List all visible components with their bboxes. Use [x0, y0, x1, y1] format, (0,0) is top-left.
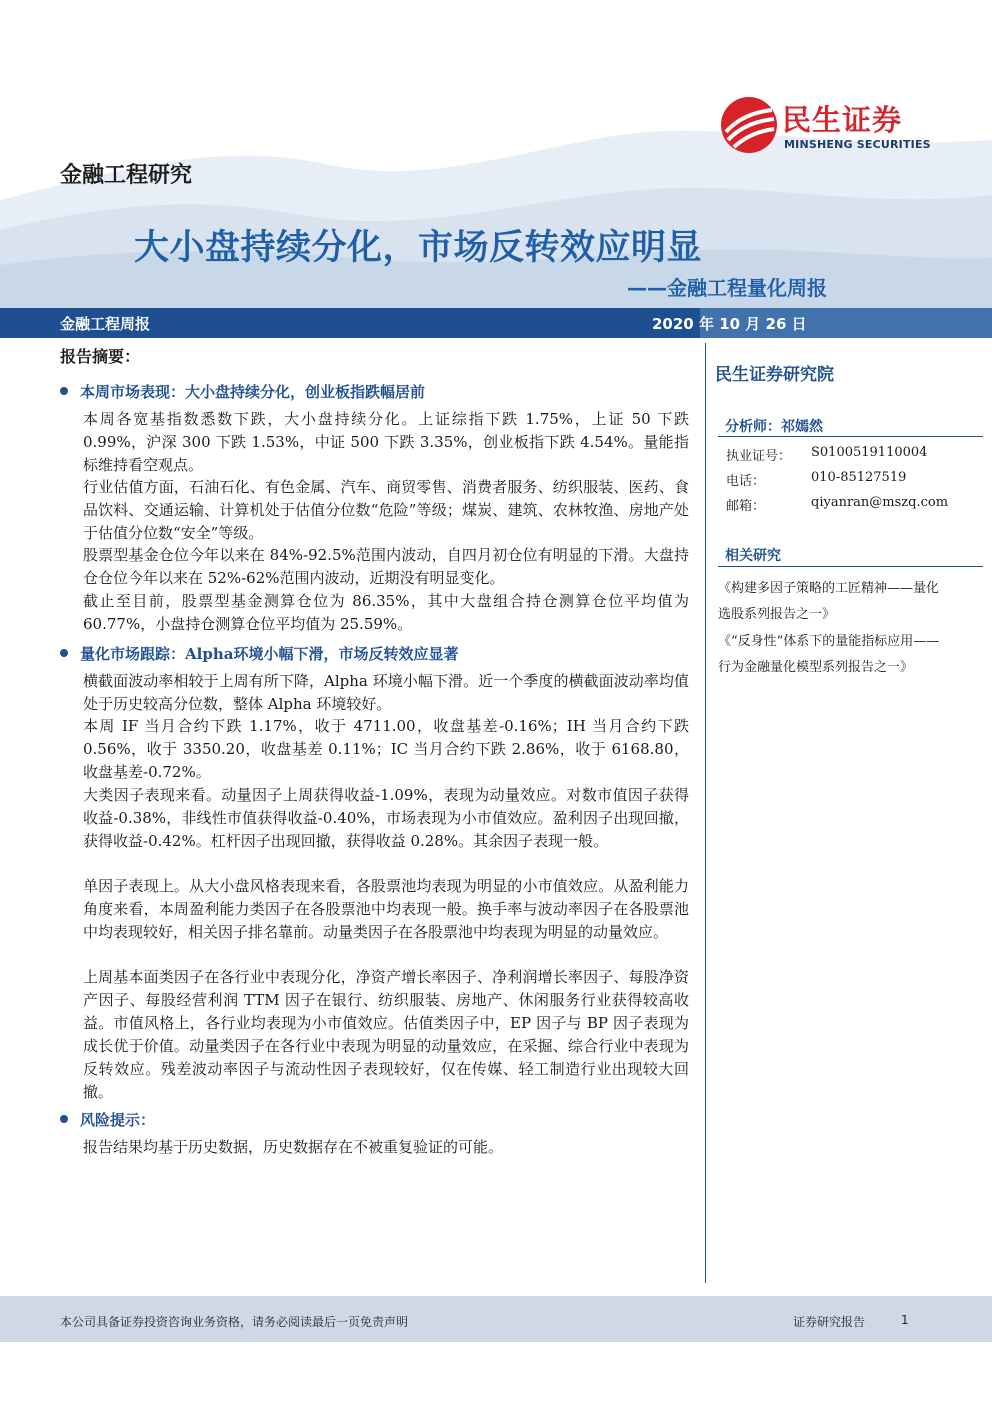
email-label: 邮箱：	[726, 499, 766, 514]
section-heading: 量化市场跟踪：Alpha环境小幅下滑，市场反转效应显著	[60, 643, 458, 664]
bullet-icon	[60, 1115, 68, 1123]
column-divider	[705, 343, 706, 1283]
sidebar-divider	[718, 436, 983, 437]
analyst-heading: 分析师：祁嫣然	[725, 419, 823, 435]
related-research-heading: 相关研究	[725, 548, 781, 564]
sidebar-divider	[718, 566, 983, 567]
logo-text-en: MINSHENG SECURITIES	[784, 138, 931, 151]
footer-report-type: 证券研究报告	[793, 1315, 866, 1329]
report-subtitle: ——金融工程量化周报	[627, 276, 827, 300]
related-report-line: 《构建多因子策略的工匠精神——量化	[718, 581, 940, 596]
related-report-line: 《“反身性”体系下的量能指标应用——	[718, 634, 940, 649]
report-category: 金融工程研究	[60, 163, 193, 188]
bullet-icon	[60, 649, 68, 657]
related-report-line: 选股系列报告之一》	[718, 607, 836, 622]
paragraph: 横截面波动率相较于上周有所下降，Alpha 环境小幅下滑。近一个季度的横截面波动率均值处于历史较高分位数，整体 Alpha 环境较好。	[83, 672, 689, 713]
footer-disclaimer: 本公司具备证券投资咨询业务资格，请务必阅读最后一页免责声明	[60, 1315, 409, 1329]
minsheng-logo-icon	[720, 96, 778, 154]
report-title: 大小盘持续分化，市场反转效应明显	[134, 228, 703, 268]
paragraph: 单因子表现上。从大小盘风格表现来看，各股票池均表现为明显的小市值效应。从盈利能力角度来看，本周盈利能力类因子在各股票池中均表现一般。换手率与波动率因子在各股票池中均表现较好，相关因子排名靠前。动量类因子在各股票池中均表现为明显的动量效应。	[83, 877, 689, 941]
paragraph: 报告结果均基于历史数据，历史数据存在不被重复验证的可能。	[83, 1138, 504, 1156]
paragraph: 大类因子表现来看。动量因子上周获得收益-1.09%，表现为动量效应。对数市值因子获得收益-0.38%，非线性市值获得收益-0.40%，市场表现为小市值效应。盈利因子出现回撤，获得收益-0.42%。杠杆因子出现回撤，获得收益 0.28%。其余因子表现一般。	[83, 786, 689, 850]
bullet-icon	[60, 387, 68, 395]
paragraph: 截止至目前，股票型基金测算仓位为 86.35%，其中大盘组合持仓测算仓位平均值为 60.77%，小盘持仓测算仓位平均值为 25.59%。	[83, 592, 689, 633]
phone-value: 010-85127519	[811, 470, 907, 485]
section-heading: 本周市场表现：大小盘持续分化，创业板指跌幅居前	[60, 381, 425, 402]
phone-label: 电话：	[726, 474, 766, 489]
paragraph: 股票型基金仓位今年以来在 84%-92.5%范围内波动，自四月初仓位有明显的下滑。大盘持仓仓位今年以来在 52%-62%范围内波动，近期没有明显变化。	[83, 546, 689, 587]
paragraph: 上周基本面类因子在各行业中表现分化，净资产增长率因子、净利润增长率因子、每股净资产因子、每股经营利润 TTM 因子在银行、纺织服装、房地产、休闲服务行业获得较高收益。市值风格上，各行业均表现为小市值效应。估值类因子中，EP 因子与 BP 因子表现为成长优于价值。动量类因子在各行业中表现为明显的动量效应，在采掘、综合行业中表现为反转效应。残差波动率因子与流动性因子表现较好，仅在传媒、轻工制造行业出现较大回撤。	[83, 968, 689, 1101]
report-series-label: 金融工程周报	[60, 315, 151, 333]
paragraph: 行业估值方面，石油石化、有色金属、汽车、商贸零售、消费者服务、纺织服装、医药、食品饮料、交通运输、计算机处于估值分位数“危险”等级；煤炭、建筑、农林牧渔、房地产处于估值分位数“安全”等级。	[83, 478, 689, 542]
report-date: 2020 年 10 月 26 日	[652, 315, 807, 333]
paragraph: 本周各宽基指数悉数下跌，大小盘持续分化。上证综指下跌 1.75%，上证 50 下跌 0.99%，沪深 300 下跌 1.53%，中证 500 下跌 3.35%，创业板指下跌 4.54%。量能指标维持看空观点。	[83, 410, 689, 474]
analyst-id-value: S0100519110004	[811, 445, 928, 460]
research-institute: 民生证券研究院	[715, 365, 834, 385]
brand-logo	[720, 94, 960, 156]
logo-text-cn: 民生证券	[782, 103, 903, 137]
analyst-id-label: 执业证号：	[726, 449, 792, 464]
page-number: 1	[901, 1313, 909, 1327]
email-value: qiyanran@mszq.com	[811, 495, 949, 510]
summary-heading: 报告摘要：	[60, 347, 141, 366]
section-heading: 风险提示：	[60, 1109, 155, 1130]
related-report-line: 行为金融量化模型系列报告之一》	[718, 660, 914, 675]
paragraph: 本周 IF 当月合约下跌 1.17%，收于 4711.00，收盘基差-0.16%；IH 当月合约下跌 0.56%，收于 3350.20，收盘基差 0.11%；IC 当月合约下跌 2.86%，收于 6168.80，收盘基差-0.72%。	[83, 717, 689, 781]
